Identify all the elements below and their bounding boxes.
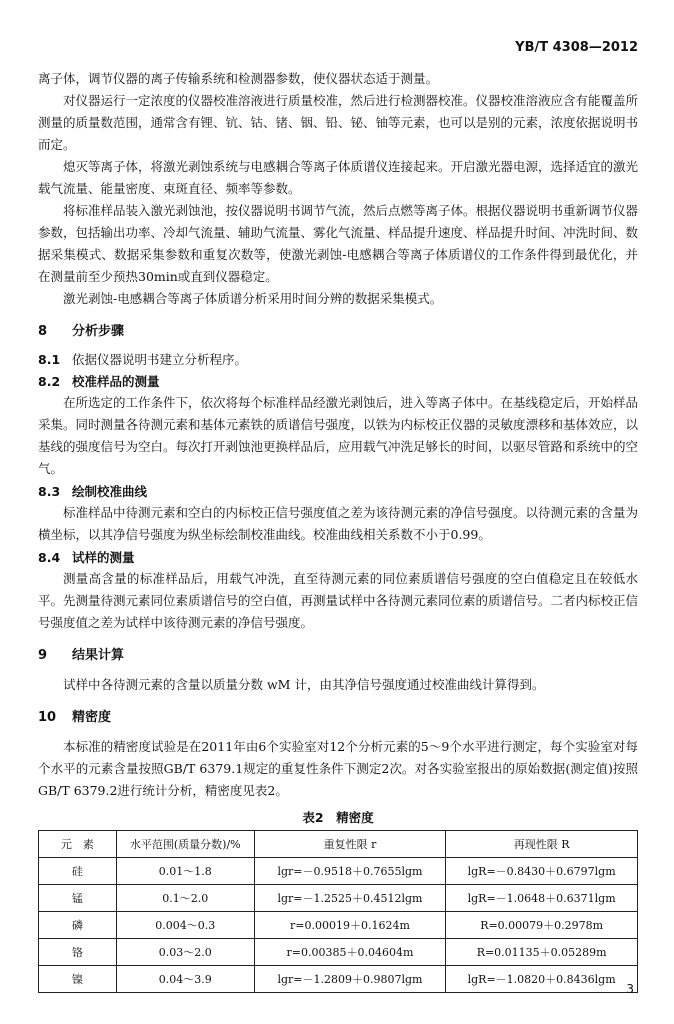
table-header-row	[39, 831, 638, 858]
paragraph: 将标准样品装入激光剥蚀池，按仪器说明书调节气流，然后点燃等离子体。根据仪器说明书重新调节仪器参数，包括输出功率、冷却气流量、辅助气流量、雾化气流量、样品提升速度、样品提升时间、冲洗时间、数据采集模式、数据采集参数和重复次数等，使激光剥蚀-电感耦合等离子体质谱仪的工作条件得到最优化，并在测量前至少预热30min或直到仪器稳定。	[38, 203, 639, 284]
table-cell: r=0.00385＋0.04604m	[254, 939, 446, 966]
subsection-number: 8.1	[38, 352, 61, 367]
table-caption: 表2 精密度	[302, 810, 374, 825]
section-number: 9	[38, 648, 48, 663]
table-header-cell: 重复性限 r	[254, 831, 446, 858]
subsection-title: 校准样品的测量	[72, 374, 160, 389]
table-cell: 0.04～3.9	[116, 966, 254, 993]
table-cell: lgR=－0.8430＋0.6797lgm	[446, 858, 638, 885]
section-heading-10	[38, 708, 638, 728]
table-row	[39, 966, 638, 993]
page-number: 3	[626, 982, 634, 996]
table-cell: lgR=－1.0820＋0.8436lgm	[446, 966, 638, 993]
section-heading-8	[38, 322, 638, 342]
paragraph: 离子体，调节仪器的离子传输系统和检测器参数，使仪器状态适于测量。	[38, 71, 439, 86]
section-number: 10	[38, 710, 57, 725]
table-cell: 锰	[39, 885, 117, 912]
subsection-number: 8.4	[38, 550, 61, 565]
table-header-cell: 再现性限 R	[446, 831, 638, 858]
section-title: 结果计算	[72, 648, 125, 663]
subsection-title: 试样的测量	[72, 550, 135, 565]
table-cell: lgR=－1.0648＋0.6371lgm	[446, 885, 638, 912]
paragraph: 在所选定的工作条件下，依次将每个标准样品经激光剥蚀后，进入等离子体中。在基线稳定后，开始样品采集。同时测量各待测元素和基体元素铁的质谱信号强度，以铁为内标校正仪器的灵敏度漂移和基体效应，以基线的强度信号为空白。每次打开剥蚀池更换样品后，应用载气冲洗足够长的时间，以驱尽管路和系统中的空气。	[38, 395, 639, 476]
table-cell: R=0.00079＋0.2978m	[446, 912, 638, 939]
paragraph: 对仪器运行一定浓度的仪器校准溶液进行质量校准，然后进行检测器校准。仪器校准溶液应含有能覆盖所测量的质量数范围，通常含有锂、钪、钴、锗、铟、铅、铋、铀等元素，也可以是别的元素，浓度依据说明书而定。	[38, 93, 639, 152]
page-body	[38, 68, 638, 993]
section-title: 分析步骤	[72, 324, 125, 339]
table-row	[39, 858, 638, 885]
table-cell: 硅	[39, 858, 117, 885]
subsection-heading-8-2	[38, 372, 638, 392]
table-header-cell: 元 素	[39, 831, 117, 858]
paragraph: 熄灭等离子体，将激光剥蚀系统与电感耦合等离子体质谱仪连接起来。开启激光器电源，选择适宜的激光载气流量、能量密度、束斑直径、频率等参数。	[38, 159, 639, 196]
table-cell: lgr=－0.9518＋0.7655lgm	[254, 858, 446, 885]
standard-code: YB/T 4308—2012	[515, 40, 638, 55]
subsection-heading-8-4	[38, 548, 638, 568]
precision-table	[38, 830, 638, 993]
table-cell: r=0.00019＋0.1624m	[254, 912, 446, 939]
subsection-number: 8.2	[38, 374, 61, 389]
paragraph: 本标准的精密度试验是在2011年由6个实验室对12个分析元素的5～9个水平进行测定，每个实验室对每个水平的元素含量按照GB/T 6379.1规定的重复性条件下测定2次。对各实验室报出的原始数据(测定值)按照GB/T 6379.2进行统计分析，精密度见表2。	[38, 739, 638, 798]
table-row	[39, 912, 638, 939]
table-cell: 镍	[39, 966, 117, 993]
table-cell: 0.004～0.3	[116, 912, 254, 939]
paragraph: 标准样品中待测元素和空白的内标校正信号强度值之差为该待测元素的净信号强度。以待测元素的含量为横坐标，以其净信号强度为纵坐标绘制校准曲线。校准曲线相关系数不小于0.99。	[38, 505, 639, 542]
paragraph: 激光剥蚀-电感耦合等离子体质谱分析采用时间分辨的数据采集模式。	[63, 291, 443, 306]
paragraph: 测量高含量的标准样品后，用载气冲洗，直至待测元素的同位素质谱信号强度的空白值稳定且在较低水平。先测量待测元素同位素质谱信号的空白值，再测量试样中各待测元素同位素的质谱信号。二者内标校正信号强度值之差为试样中该待测元素的净信号强度。	[38, 571, 639, 630]
table-cell: 0.1～2.0	[116, 885, 254, 912]
table-cell: 0.01～1.8	[116, 858, 254, 885]
subsection-title: 绘制校准曲线	[72, 484, 148, 499]
table-row	[39, 885, 638, 912]
table-row	[39, 939, 638, 966]
table-cell: 磷	[39, 912, 117, 939]
section-heading-9	[38, 646, 638, 666]
table-header-cell: 水平范围(质量分数)/%	[116, 831, 254, 858]
section-number: 8	[38, 324, 48, 339]
table-cell: lgr=－1.2809＋0.9807lgm	[254, 966, 446, 993]
subsection-number: 8.3	[38, 484, 61, 499]
subsection-text: 依据仪器说明书建立分析程序。	[72, 352, 248, 367]
paragraph: 试样中各待测元素的含量以质量分数 wM 计，由其净信号强度通过校准曲线计算得到。	[63, 677, 545, 692]
table-cell: lgr=－1.2525＋0.4512lgm	[254, 885, 446, 912]
section-title: 精密度	[72, 710, 112, 725]
table-cell: 0.03～2.0	[116, 939, 254, 966]
subsection-heading-8-3	[38, 482, 638, 502]
subsection-8-1	[38, 350, 638, 370]
table-cell: R=0.01135＋0.05289m	[446, 939, 638, 966]
table-cell: 铬	[39, 939, 117, 966]
